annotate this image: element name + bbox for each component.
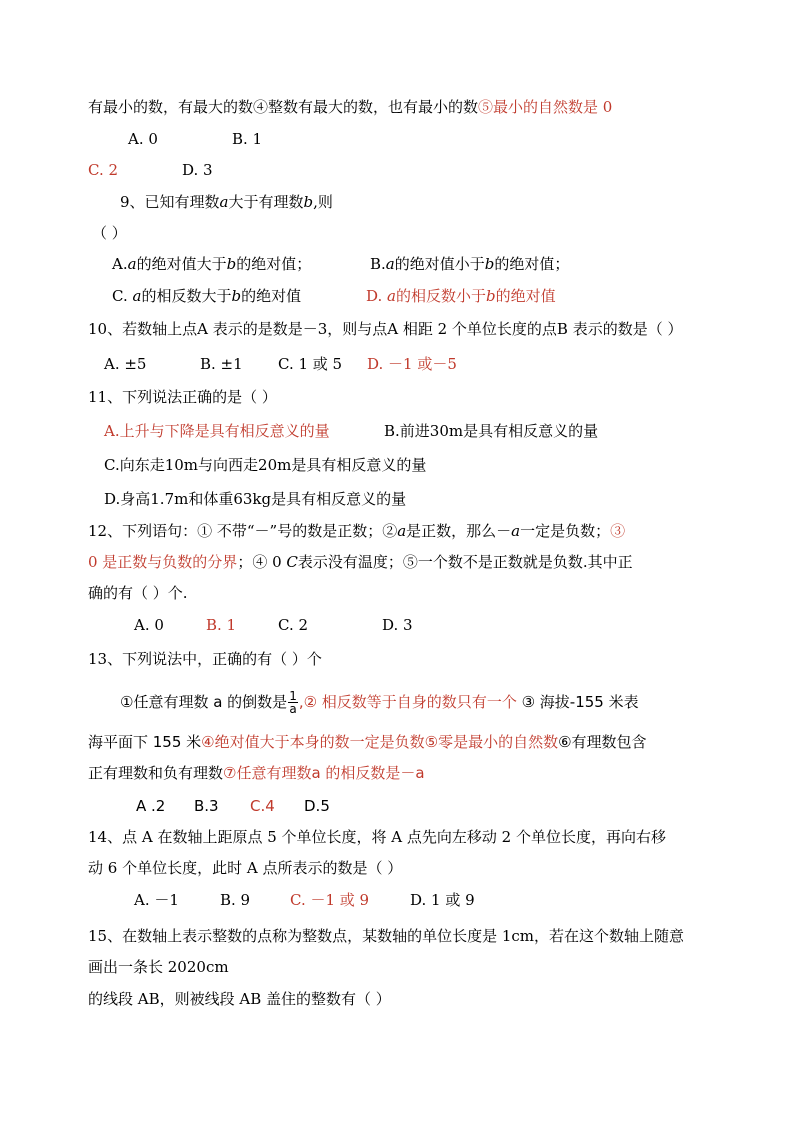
answer-highlight: ③ [610,522,626,540]
var: b [484,255,495,273]
q11-question: 11、下列说法正确的是（ ） [88,388,277,406]
fraction-one-over-a [288,690,298,715]
text: 正有理数和负有理数 [88,764,224,782]
q8-option-c: C. 2 [88,161,119,179]
label: B. [370,255,386,273]
text: 的绝对值大于 [136,255,227,273]
q9-paren: （ ） [92,224,127,242]
text: 的绝对值小于 [394,255,485,273]
q10-question: 10、若数轴上点A 表示的是数是－3，则与点A 相距 2 个单位长度的点B 表示的数是（ ） [88,320,683,338]
q12-line-1 [88,521,625,541]
q15-line-2: 画出一条长 2020cm [88,958,229,976]
q12-line-2 [88,552,633,572]
q9-option-c [112,286,301,306]
text: ；④ 0 [237,553,282,571]
q8-statement-tail [88,97,612,117]
answer-highlight: ⑤最小的自然数是 0 [478,98,613,116]
answer-highlight: ,② 相反数等于自身的数只有一个 [298,693,517,711]
q11-option-d: D.身高1.7m和体重63kg是具有相反意义的量 [104,490,407,508]
q14-option-c: C. －1 或 9 [290,891,370,909]
answer-highlight: ④绝对值大于本身的数一定是负数⑤零是最小的自然数 [201,733,559,751]
q9-option-b [370,254,569,274]
text: 的绝对值 [495,287,556,305]
q10-option-a: A. ±5 [104,355,147,373]
text: 的相反数小于 [396,287,487,305]
q10-option-d: D. －1 或－5 [367,355,457,373]
q11-option-a: A.上升与下降是具有相反意义的量 [104,422,330,440]
text: ⑥有理数包含 [558,733,647,751]
q13-option-b: B.3 [194,797,219,815]
q15-line-1: 15、在数轴上表示整数的点称为整数点，某数轴的单位长度是 1cm，若在这个数轴上随意 [88,927,685,945]
q14-option-d: D. 1 或 9 [410,891,475,909]
text: 的相反数大于 [141,287,232,305]
q13-option-c: C.4 [250,797,275,815]
q14-option-a: A. －1 [134,891,179,909]
q13-line-3 [88,763,425,783]
q8-option-d: D. 3 [182,161,213,179]
q11-option-c: C.向东走10m与向西走20m是具有相反意义的量 [104,456,427,474]
var: b [303,193,314,211]
text: 一定是负数； [520,522,611,540]
text: ①任意有理数 a 的倒数是 [120,693,288,711]
q12-option-c: C. 2 [278,616,309,634]
denominator: a [289,702,297,716]
answer-highlight: 0 是正数与负数的分界 [88,553,238,571]
text: 是正数，那么－ [406,522,512,540]
text: 海平面下 155 米 [88,733,202,751]
text: ③ 海拔-155 米表 [516,693,639,711]
text: 表示没有温度；⑤一个数不是正数就是负数.其中正 [297,553,633,571]
q13-line-2 [88,732,647,752]
label: D. [366,287,383,305]
q14-line-2: 动 6 个单位长度，此时 A 点所表示的数是（ ） [88,859,403,877]
q8-option-b: B. 1 [232,130,263,148]
text: 的绝对值 [241,287,302,305]
q13-option-a: A .2 [136,797,166,815]
q12-option-a: A. 0 [134,616,164,634]
text: 大于有理数 [228,193,304,211]
answer-highlight: ⑦任意有理数a 的相反数是－a [223,764,425,782]
q9-option-a [112,254,311,274]
label: A. [112,255,128,273]
text: 12、下列语句：① 不带“－”号的数是正数；② [88,522,398,540]
var: a [132,287,142,305]
var: b [231,287,242,305]
q13-question: 13、下列说法中，正确的有（ ）个 [88,650,322,668]
q14-line-1: 14、点 A 在数轴上距原点 5 个单位长度，将 A 点先向左移动 2 个单位长度，再向右移 [88,828,666,846]
q12-option-b: B. 1 [206,616,237,634]
q14-option-b: B. 9 [220,891,251,909]
q13-line-1 [120,690,639,715]
numerator: 1 [289,689,297,703]
q8-option-a: A. 0 [128,130,158,148]
text: ,则 [313,193,333,211]
q12-line-3: 确的有（ ）个. [88,584,188,602]
q10-option-c: C. 1 或 5 [278,355,343,373]
q13-option-d: D.5 [304,797,330,815]
q9-question [120,192,333,212]
q11-option-b: B.前进30m是具有相反意义的量 [384,422,599,440]
var: b [486,287,496,305]
text: 9、已知有理数 [120,193,220,211]
text: 的绝对值； [494,255,570,273]
q10-option-b: B. ±1 [200,355,243,373]
var: a [397,522,407,540]
q15-line-3: 的线段 AB，则被线段 AB 盖住的整数有（ ） [88,990,391,1008]
var: a [387,287,396,305]
q9-option-d [366,286,556,306]
q12-option-d: D. 3 [382,616,413,634]
text: 有最小的数，有最大的数④整数有最大的数，也有最小的数 [88,98,479,116]
var: a [511,522,521,540]
var: b [226,255,237,273]
text: 的绝对值； [236,255,312,273]
label: C. [112,287,128,305]
var: C [286,553,298,571]
var: a [385,255,395,273]
var: a [127,255,137,273]
var: a [219,193,229,211]
